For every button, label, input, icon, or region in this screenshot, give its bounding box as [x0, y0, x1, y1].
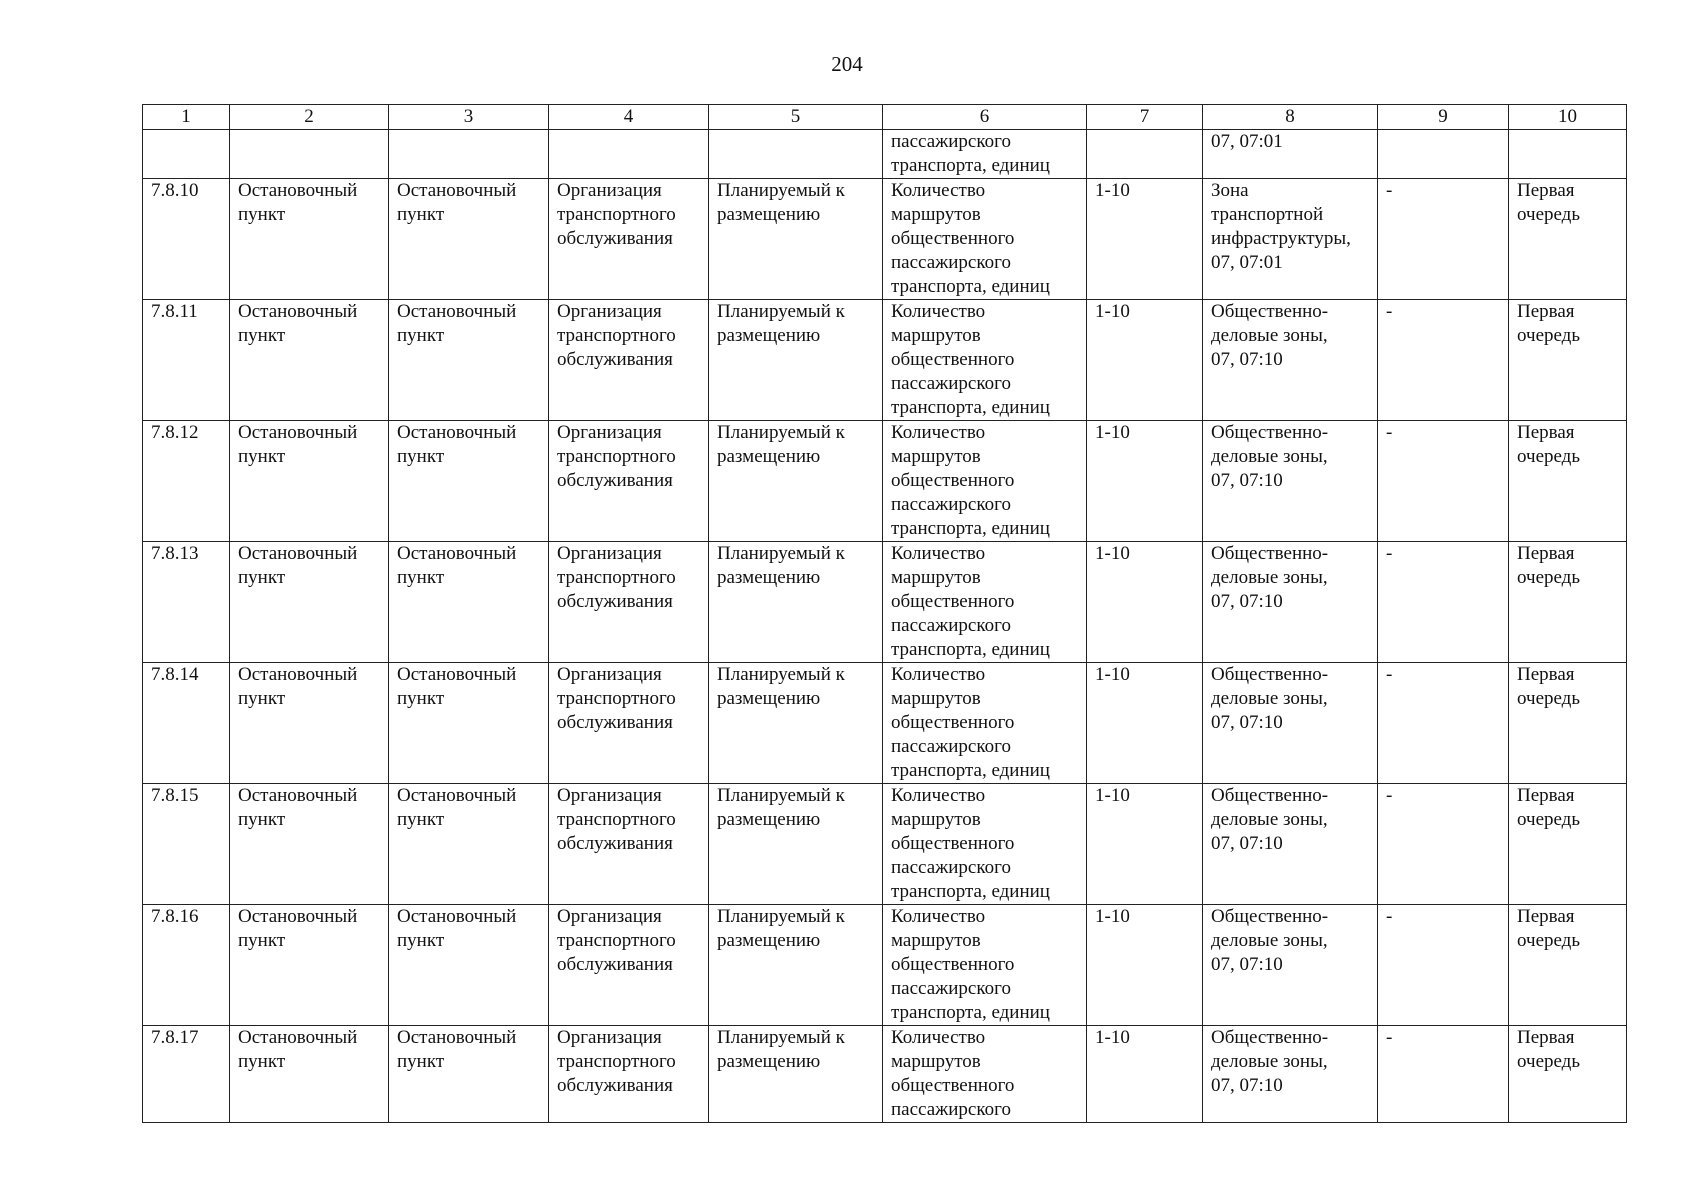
- zone-cell: Общественно- деловые зоны, 07, 07:10: [1203, 421, 1378, 542]
- object-type-cell: Остановочный пункт: [389, 663, 549, 784]
- phase-cell: Первая очередь: [1509, 905, 1627, 1026]
- table-cell: [143, 130, 230, 179]
- column-header: 4: [549, 105, 709, 130]
- zone-cell: Общественно- деловые зоны, 07, 07:10: [1203, 663, 1378, 784]
- phase-cell: Первая очередь: [1509, 300, 1627, 421]
- object-type-cell: Остановочный пункт: [389, 1026, 549, 1123]
- object-name-cell: Остановочный пункт: [230, 300, 389, 421]
- table-row: [143, 542, 1627, 663]
- column-header: 6: [883, 105, 1087, 130]
- zone-cell: Общественно- деловые зоны, 07, 07:10: [1203, 300, 1378, 421]
- status-cell: Планируемый к размещению: [709, 1026, 883, 1123]
- phase-cell: Первая очередь: [1509, 663, 1627, 784]
- table-body: [143, 130, 1627, 1123]
- phase-cell: Первая очередь: [1509, 179, 1627, 300]
- object-type-cell: Остановочный пункт: [389, 421, 549, 542]
- protection-zone-cell: -: [1378, 421, 1509, 542]
- status-cell: Планируемый к размещению: [709, 421, 883, 542]
- table-cell: [1378, 130, 1509, 179]
- object-name-cell: Остановочный пункт: [230, 179, 389, 300]
- purpose-cell: Организация транспортного обслуживания: [549, 663, 709, 784]
- characteristic-cell: Количество маршрутов общественного пассажирского транспорта, единиц: [883, 542, 1087, 663]
- table-cell: 07, 07:01: [1203, 130, 1378, 179]
- value-cell: 1-10: [1087, 300, 1203, 421]
- planning-table: [142, 104, 1627, 1123]
- object-type-cell: Остановочный пункт: [389, 179, 549, 300]
- column-header: 2: [230, 105, 389, 130]
- row-number-cell: 7.8.17: [143, 1026, 230, 1123]
- status-cell: Планируемый к размещению: [709, 179, 883, 300]
- object-name-cell: Остановочный пункт: [230, 905, 389, 1026]
- zone-cell: Общественно- деловые зоны, 07, 07:10: [1203, 1026, 1378, 1123]
- phase-cell: Первая очередь: [1509, 784, 1627, 905]
- table-row: [143, 663, 1627, 784]
- table-cell: [389, 130, 549, 179]
- row-number-cell: 7.8.11: [143, 300, 230, 421]
- object-type-cell: Остановочный пункт: [389, 784, 549, 905]
- status-cell: Планируемый к размещению: [709, 663, 883, 784]
- characteristic-cell: Количество маршрутов общественного пассажирского транспорта, единиц: [883, 905, 1087, 1026]
- purpose-cell: Организация транспортного обслуживания: [549, 784, 709, 905]
- object-name-cell: Остановочный пункт: [230, 542, 389, 663]
- characteristic-cell: Количество маршрутов общественного пассажирского транспорта, единиц: [883, 421, 1087, 542]
- object-name-cell: Остановочный пункт: [230, 784, 389, 905]
- table-row: [143, 179, 1627, 300]
- table-row: [143, 300, 1627, 421]
- value-cell: 1-10: [1087, 542, 1203, 663]
- object-name-cell: Остановочный пункт: [230, 1026, 389, 1123]
- status-cell: Планируемый к размещению: [709, 300, 883, 421]
- phase-cell: Первая очередь: [1509, 421, 1627, 542]
- object-name-cell: Остановочный пункт: [230, 421, 389, 542]
- row-number-cell: 7.8.14: [143, 663, 230, 784]
- zone-cell: Общественно- деловые зоны, 07, 07:10: [1203, 542, 1378, 663]
- protection-zone-cell: -: [1378, 179, 1509, 300]
- characteristic-cell: Количество маршрутов общественного пассажирского транспорта, единиц: [883, 784, 1087, 905]
- characteristic-cell: Количество маршрутов общественного пассажирского транспорта, единиц: [883, 663, 1087, 784]
- phase-cell: Первая очередь: [1509, 542, 1627, 663]
- purpose-cell: Организация транспортного обслуживания: [549, 1026, 709, 1123]
- table-cell: [1509, 130, 1627, 179]
- column-number-row: [143, 105, 1627, 130]
- characteristic-cell: Количество маршрутов общественного пассажирского: [883, 1026, 1087, 1123]
- phase-cell: Первая очередь: [1509, 1026, 1627, 1123]
- zone-cell: Общественно- деловые зоны, 07, 07:10: [1203, 784, 1378, 905]
- protection-zone-cell: -: [1378, 300, 1509, 421]
- zone-cell: Общественно- деловые зоны, 07, 07:10: [1203, 905, 1378, 1026]
- row-number-cell: 7.8.10: [143, 179, 230, 300]
- protection-zone-cell: -: [1378, 784, 1509, 905]
- protection-zone-cell: -: [1378, 542, 1509, 663]
- object-type-cell: Остановочный пункт: [389, 542, 549, 663]
- value-cell: 1-10: [1087, 1026, 1203, 1123]
- status-cell: Планируемый к размещению: [709, 905, 883, 1026]
- column-header: 9: [1378, 105, 1509, 130]
- row-number-cell: 7.8.13: [143, 542, 230, 663]
- row-number-cell: 7.8.15: [143, 784, 230, 905]
- row-number-cell: 7.8.16: [143, 905, 230, 1026]
- protection-zone-cell: -: [1378, 1026, 1509, 1123]
- object-type-cell: Остановочный пункт: [389, 905, 549, 1026]
- object-name-cell: Остановочный пункт: [230, 663, 389, 784]
- column-header: 5: [709, 105, 883, 130]
- characteristic-cell: Количество маршрутов общественного пассажирского транспорта, единиц: [883, 179, 1087, 300]
- table-cell: [230, 130, 389, 179]
- table-row: [143, 905, 1627, 1026]
- column-header: 10: [1509, 105, 1627, 130]
- object-type-cell: Остановочный пункт: [389, 300, 549, 421]
- zone-cell: Зона транспортной инфраструктуры, 07, 07:01: [1203, 179, 1378, 300]
- purpose-cell: Организация транспортного обслуживания: [549, 905, 709, 1026]
- column-header: 8: [1203, 105, 1378, 130]
- table-cell: [1087, 130, 1203, 179]
- value-cell: 1-10: [1087, 905, 1203, 1026]
- column-header: 7: [1087, 105, 1203, 130]
- table-cell: пассажирского транспорта, единиц: [883, 130, 1087, 179]
- column-header: 3: [389, 105, 549, 130]
- value-cell: 1-10: [1087, 421, 1203, 542]
- value-cell: 1-10: [1087, 784, 1203, 905]
- purpose-cell: Организация транспортного обслуживания: [549, 542, 709, 663]
- purpose-cell: Организация транспортного обслуживания: [549, 300, 709, 421]
- continuation-row: [143, 130, 1627, 179]
- table-row: [143, 784, 1627, 905]
- protection-zone-cell: -: [1378, 663, 1509, 784]
- purpose-cell: Организация транспортного обслуживания: [549, 179, 709, 300]
- value-cell: 1-10: [1087, 663, 1203, 784]
- protection-zone-cell: -: [1378, 905, 1509, 1026]
- table-row: [143, 421, 1627, 542]
- page-number: 204: [831, 52, 863, 76]
- value-cell: 1-10: [1087, 179, 1203, 300]
- row-number-cell: 7.8.12: [143, 421, 230, 542]
- table-cell: [709, 130, 883, 179]
- purpose-cell: Организация транспортного обслуживания: [549, 421, 709, 542]
- status-cell: Планируемый к размещению: [709, 784, 883, 905]
- characteristic-cell: Количество маршрутов общественного пассажирского транспорта, единиц: [883, 300, 1087, 421]
- status-cell: Планируемый к размещению: [709, 542, 883, 663]
- table-row: [143, 1026, 1627, 1123]
- table-cell: [549, 130, 709, 179]
- column-header: 1: [143, 105, 230, 130]
